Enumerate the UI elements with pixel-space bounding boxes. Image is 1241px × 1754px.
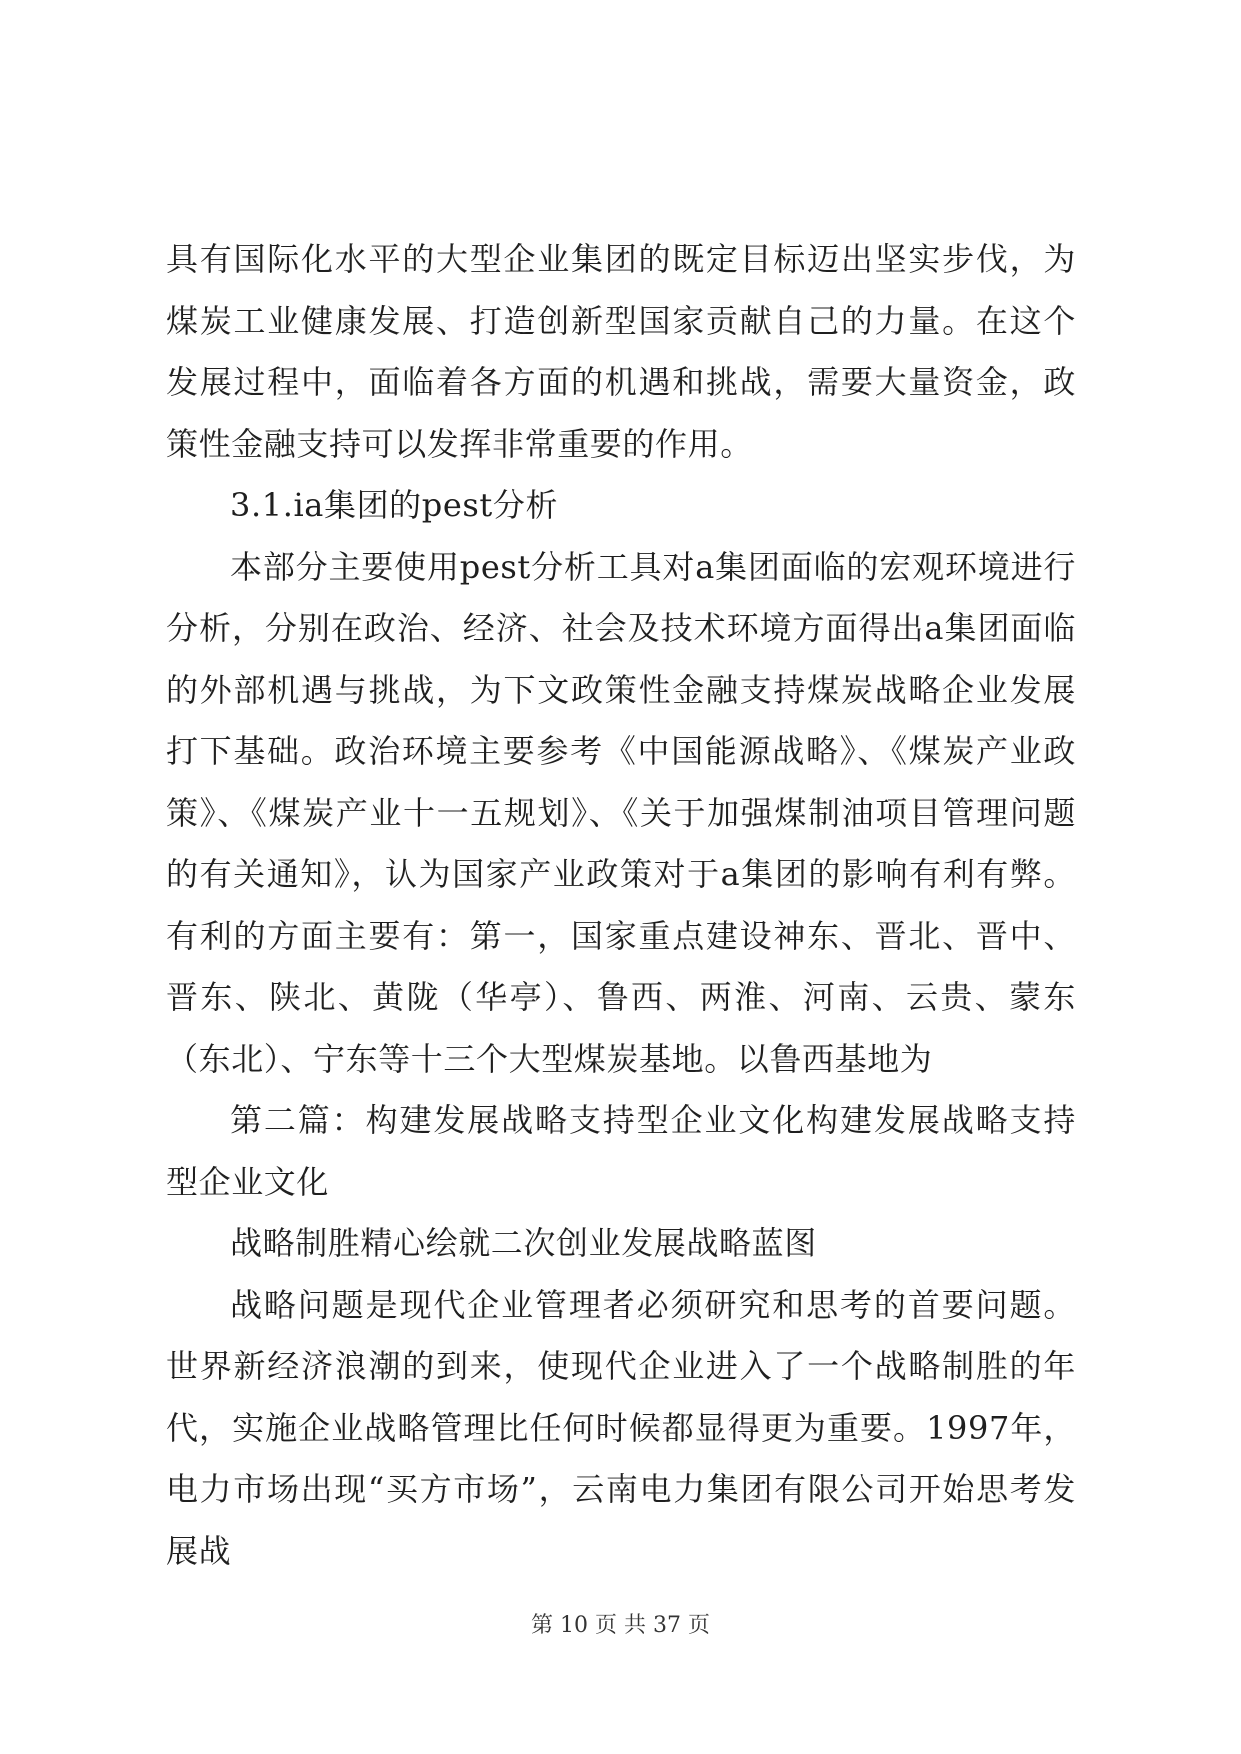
section-heading-pest: 3.1.ia集团的pest分析 <box>230 486 559 524</box>
section-subtitle: 战略制胜精心绘就二次创业发展战略蓝图 <box>230 1224 817 1262</box>
paragraph-continuation: 具有国际化水平的大型企业集团的既定目标迈出坚实步伐，为煤炭工业健康发展、打造创新型国家贡献自己的力量。在这个发展过程中，面临着各方面的机遇和挑战，需要大量资金，政策性金融支持可以发挥非常重要的作用。 <box>166 240 1076 463</box>
paragraph-pest-analysis: 本部分主要使用pest分析工具对a集团面临的宏观环境进行分析，分别在政治、经济、社会及技术环境方面得出a集团面临的外部机遇与挑战，为下文政策性金融支持煤炭战略企业发展打下基础。政治环境主要参考《中国能源战略》、《煤炭产业政策》、《煤炭产业十一五规划》、《关于加强煤制油项目管理问题的有关通知》，认为国家产业政策对于a集团的影响有利有弊。有利的方面主要有：第一，国家重点建设神东、晋北、晋中、晋东、陕北、黄陇（华亭）、鲁西、两淮、河南、云贵、蒙东（东北）、宁东等十三个大型煤炭基地。以鲁西基地为 <box>166 547 1076 1078</box>
paragraph-strategy: 战略问题是现代企业管理者必须研究和思考的首要问题。世界新经济浪潮的到来，使现代企业进入了一个战略制胜的年代，实施企业战略管理比任何时候都显得更为重要。1997年，电力市场出现“买方市场”，云南电力集团有限公司开始思考发展战 <box>166 1285 1076 1570</box>
page-footer: 第 10 页 共 37 页 <box>531 1613 710 1638</box>
document-body <box>166 229 1076 1582</box>
chapter-title: 第二篇：构建发展战略支持型企业文化构建发展战略支持型企业文化 <box>166 1101 1076 1201</box>
